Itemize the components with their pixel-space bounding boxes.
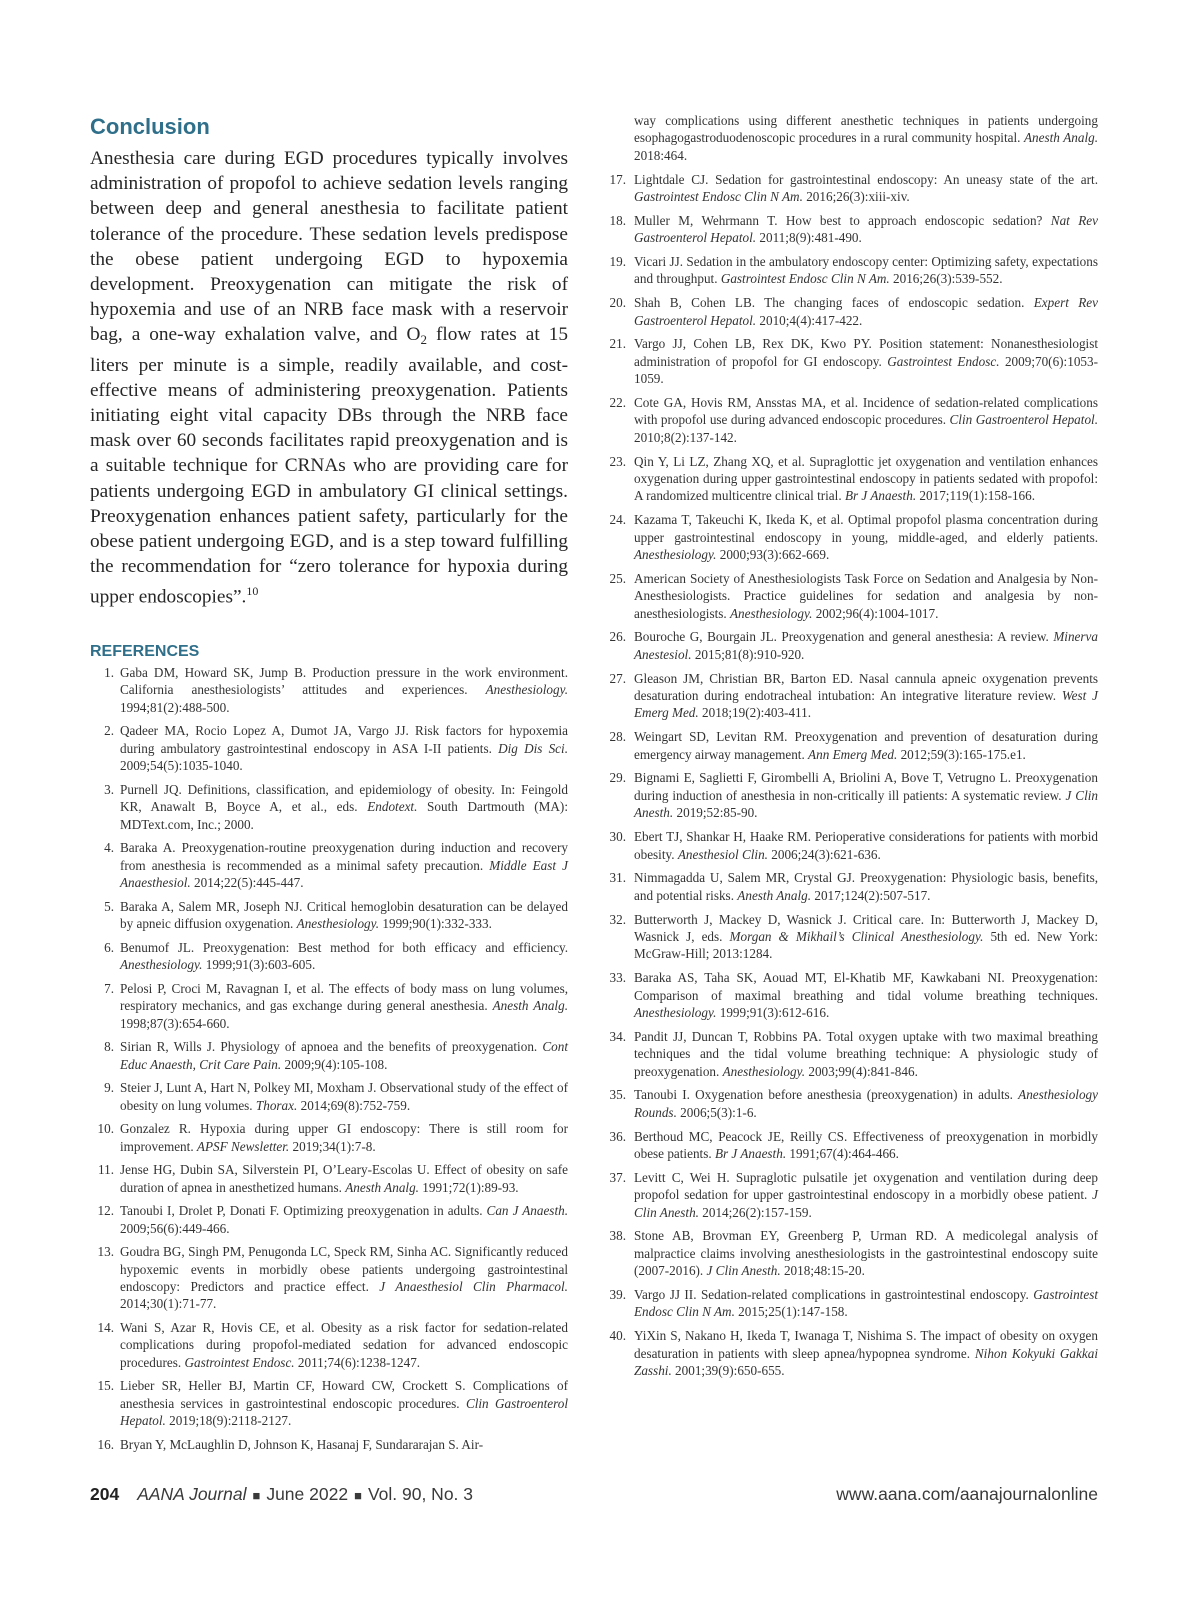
reference-item <box>602 294 1098 329</box>
reference-item <box>602 828 1098 863</box>
ref-journal: Br J Anaesth. <box>714 1145 787 1161</box>
reference-item <box>90 722 568 774</box>
ref-text: Shah B, Cohen LB. The changing faces of endoscopic sedation. <box>634 295 1034 311</box>
ref-number: 25. <box>609 570 626 586</box>
ref-number: 37. <box>609 1169 626 1185</box>
volume-issue: Vol. 90, No. 3 <box>367 1484 474 1504</box>
ref-number: 39. <box>609 1286 626 1302</box>
ref-text: Berthoud MC, Peacock JE, Reilly CS. Effectiveness of preoxygenation in morbidly obese patients. <box>634 1128 1098 1161</box>
ref-text: Levitt C, Wei H. Supraglotic pulsatile jet oxygenation and ventilation during deep propofol sedation for upper gastrointestinal endoscopy in a morbidly obese patient. <box>634 1169 1098 1203</box>
ref-journal: Dig Dis Sci. <box>498 740 568 756</box>
reference-item <box>602 394 1098 446</box>
ref-number: 35. <box>609 1087 626 1103</box>
ref-details: 2016;26(3):xiii-xiv. <box>802 189 910 205</box>
ref-details: 1998;87(3):654-660. <box>120 1015 230 1031</box>
reference-item <box>90 1202 568 1237</box>
ref-number: 4. <box>104 840 114 856</box>
ref-journal: Gastrointest Endosc Clin N Am. <box>634 1286 1098 1320</box>
citation-superscript: 10 <box>246 584 259 599</box>
ref-text: Steier J, Lunt A, Hart N, Polkey MI, Moxham J. Observational study of the effect of obesity on lung volumes. <box>120 1080 568 1113</box>
reference-item <box>602 1169 1098 1221</box>
ref-number: 2. <box>104 723 114 739</box>
ref-number: 10. <box>97 1121 114 1137</box>
ref-number: 26. <box>609 629 626 645</box>
journal-name: AANA Journal <box>137 1484 247 1504</box>
ref-text: Vicari JJ. Sedation in the ambulatory endoscopy center: Optimizing safety, expectations and throughput. <box>634 254 1098 287</box>
ref-journal: J Clin Anesth. <box>634 787 1098 821</box>
reference-item <box>90 1161 568 1196</box>
reference-item <box>602 869 1098 904</box>
reference-item <box>602 628 1098 663</box>
ref-journal: Br J Anaesth. <box>844 488 917 504</box>
ref-number: 16. <box>97 1436 114 1452</box>
reference-item <box>90 898 568 933</box>
ref-journal: APSF Newsletter. <box>196 1138 290 1154</box>
ref-details: 2009;70(6):1053-1059. <box>634 353 1098 387</box>
ref-number: 33. <box>609 970 626 986</box>
ref-number: 5. <box>104 898 114 914</box>
ref-journal: Anesth Analg. <box>492 998 568 1014</box>
reference-item <box>90 664 568 716</box>
ref-number: 18. <box>609 212 626 228</box>
ref-journal: Anesthesiol Clin. <box>677 846 768 862</box>
ref-details: 2011;74(6):1238-1247. <box>294 1354 421 1370</box>
ref-number: 20. <box>609 295 626 311</box>
ref-journal: Morgan & Mikhail’s Clinical Anesthesiology. <box>729 928 984 944</box>
ref-text: Kazama T, Takeuchi K, Ikeda K, et al. Optimal propofol plasma concentration during upper gastrointestinal endoscopy in young, middle-aged, and elderly patients. <box>634 512 1098 545</box>
separator-square: ■ <box>252 1488 261 1503</box>
reference-item <box>90 1319 568 1371</box>
ref-details: 2018;48:15-20. <box>780 1263 865 1279</box>
ref-journal: Ann Emerg Med. <box>808 746 898 762</box>
ref-text: Tanoubi I, Drolet P, Donati F. Optimizing preoxygenation in adults. <box>120 1203 487 1219</box>
ref-text: Baraka A, Salem MR, Joseph NJ. Critical hemoglobin desaturation can be delayed by apneic diffusion oxygenation. <box>120 898 568 932</box>
ref-details: 1991;72(1):89-93. <box>418 1179 519 1195</box>
ref-details: 2000;93(3):662-669. <box>716 547 830 563</box>
ref-details: 2017;124(2):507-517. <box>811 887 931 903</box>
ref-number: 30. <box>609 829 626 845</box>
ref-journal: Gastrointest Endosc. <box>887 353 1000 369</box>
reference-16-continuation <box>602 112 1098 164</box>
conclusion-paragraph <box>90 146 568 610</box>
ref-number: 31. <box>609 870 626 886</box>
ref-number: 23. <box>609 453 626 469</box>
reference-item <box>90 1079 568 1114</box>
references-list-left <box>90 664 568 1453</box>
ref-journal: J Clin Anesth. <box>706 1263 781 1279</box>
ref-details: 2012;59(3):165-175.e1. <box>897 746 1026 762</box>
ref-journal: Cont Educ Anaesth, Crit Care Pain. <box>120 1039 568 1072</box>
reference-item <box>602 1327 1098 1379</box>
reference-item <box>602 212 1098 247</box>
o2-subscript: 2 <box>420 332 427 348</box>
ref-details: 2003;99(4):841-846. <box>805 1063 918 1079</box>
ref-text: American Society of Anesthesiologists Task Force on Sedation and Analgesia by Non-Anesthesiologists. Practice guidelines for sedation and analgesia by non-anesthesiologists. <box>634 570 1098 621</box>
ref-number: 9. <box>104 1080 114 1096</box>
conclusion-heading: Conclusion <box>90 114 210 139</box>
ref-text: Vargo JJ II. Sedation-related complications in gastrointestinal endoscopy. <box>634 1286 1034 1302</box>
reference-item <box>602 335 1098 387</box>
ref-journal: Anesth Analg. <box>345 1179 419 1195</box>
conclusion-text-part-2: flow rates at 15 liters per minute is a simple, readily available, and cost-effective means of administering preoxygenation. Patients initiating eight vital capacity DBs through the NRB face mask over 60 seconds facilitates rapid preoxygenation and is a suitable technique for CRNAs who are providing care for patients undergoing EGD in ambulatory GI clinical settings. Preoxygenation enhances patient safety, particularly for the obese patient undergoing EGD, and is a step toward fulfilling the recommendation for “zero tolerance for hypoxia during upper endoscopies”. <box>90 324 568 608</box>
ref-number: 34. <box>609 1028 626 1044</box>
ref-journal: Thorax. <box>255 1097 298 1113</box>
ref-text: Qin Y, Li LZ, Zhang XQ, et al. Supraglottic jet oxygenation and ventilation enhances oxygenation during upper gastrointestinal endoscopy in patients sedated with propofol: A randomized multicentre clinical trial. <box>634 453 1098 504</box>
ref-details: 2011;8(9):481-490. <box>756 230 862 246</box>
ref-journal: Anesthesiology. <box>729 605 813 621</box>
ref-text: Gleason JM, Christian BR, Barton ED. Nasal cannula apneic oxygenation prevents desaturation during endotracheal intubation: An integrative literature review. <box>634 670 1098 704</box>
ref-text: Jense HG, Dubin SA, Silverstein PI, O’Leary-Escolas U. Effect of obesity on safe duration of apnea in anesthetized humans. <box>120 1162 568 1195</box>
reference-item <box>602 969 1098 1021</box>
ref-number: 27. <box>609 670 626 686</box>
ref-text: Purnell JQ. Definitions, classification, and epidemiology of obesity. In: Feingold KR, Anawalt B, Boyce A, et al., eds. <box>120 781 568 815</box>
ref-number: 13. <box>97 1244 114 1260</box>
ref-details: 2006;24(3):621-636. <box>767 846 881 862</box>
ref-journal: Anesthesiology. <box>722 1063 806 1079</box>
ref-text: Qadeer MA, Rocio Lopez A, Dumot JA, Vargo JJ. Risk factors for hypoxemia during ambulatory gastrointestinal endoscopy in ASA I-II patients. <box>120 723 568 756</box>
ref-details: 2019;34(1):7-8. <box>289 1138 376 1154</box>
ref-details: 2014;69(8):752-759. <box>297 1097 411 1113</box>
ref-details: 2019;18(9):2118-2127. <box>165 1413 292 1429</box>
ref-details: 2015;25(1):147-158. <box>734 1304 848 1320</box>
ref-text: Sirian R, Wills J. Physiology of apnoea and the benefits of preoxygenation. <box>120 1039 543 1055</box>
ref-journal: Endotext. <box>367 799 418 815</box>
ref-number: 40. <box>609 1328 626 1344</box>
ref-details: 2014;26(2):157-159. <box>698 1204 812 1220</box>
ref-details: 2002;96(4):1004-1017. <box>812 605 939 621</box>
ref-details: 2018;19(2):403-411. <box>698 705 812 721</box>
ref-details: 2009;56(6):449-466. <box>120 1220 230 1236</box>
ref-text: way complications using different anesthetic techniques in patients undergoing esophagogastroduodenoscopic procedures in a rural community hospital. <box>634 113 1098 146</box>
ref-text: Butterworth J, Mackey D, Wasnick J. Critical care. In: Butterworth J, Mackey D, Wasnick J, eds. <box>634 911 1098 944</box>
ref-text: Lieber SR, Heller BJ, Martin CF, Howard CW, Crockett S. Complications of anesthesia services in gastrointestinal endoscopic procedures. <box>120 1378 568 1411</box>
reference-item <box>602 1286 1098 1321</box>
left-column <box>90 112 568 1459</box>
ref-number: 32. <box>609 911 626 927</box>
ref-journal: J Clin Anesth. <box>634 1187 1098 1220</box>
ref-journal: Anesthesiology Rounds. <box>634 1087 1098 1120</box>
right-column <box>602 112 1098 1386</box>
conclusion-text-part-1: Anesthesia care during EGD procedures typically involves administration of propofol to achieve sedation levels ranging between deep and general anesthesia to facilitate patient tolerance of the procedure. These sedation levels predispose the obese patient undergoing EGD to hypoxemia development. Preoxygenation can mitigate the risk of hypoxemia and use of an NRB face mask with a reservoir bag, a one-way exhalation valve, and O <box>90 148 568 346</box>
ref-number: 1. <box>104 665 114 681</box>
ref-text: Weingart SD, Levitan RM. Preoxygenation and prevention of desaturation during emergency airway management. <box>634 729 1098 762</box>
ref-number: 29. <box>609 770 626 786</box>
ref-text: Baraka AS, Taha SK, Aouad MT, El-Khatib MF, Kawkabani NI. Preoxygenation: Comparison of maximal breathing and tidal volume breathing techniques. <box>634 970 1098 1003</box>
ref-text: Gonzalez R. Hypoxia during upper GI endoscopy: There is still room for improvement. <box>120 1121 568 1154</box>
ref-details: 2001;39(9):650-655. <box>671 1362 785 1378</box>
ref-text: Bouroche G, Bourgain JL. Preoxygenation and general anesthesia: A review. <box>634 629 1054 645</box>
ref-number: 17. <box>609 171 626 187</box>
ref-journal: Nat Rev Gastroenterol Hepatol. <box>634 212 1098 246</box>
separator-square: ■ <box>354 1488 362 1503</box>
ref-text: Vargo JJ, Cohen LB, Rex DK, Kwo PY. Position statement: Nonanesthesiologist administration of propofol for GI endoscopy. <box>634 336 1098 369</box>
ref-text: Tanoubi I. Oxygenation before anesthesia (preoxygenation) in adults. <box>634 1087 1019 1103</box>
reference-item <box>90 1243 568 1313</box>
reference-item <box>602 670 1098 722</box>
reference-item <box>90 1120 568 1155</box>
ref-number: 12. <box>97 1203 114 1219</box>
reference-item <box>602 570 1098 622</box>
ref-number: 6. <box>104 939 114 955</box>
ref-journal: Anesthesiology. <box>485 682 568 698</box>
page-number: 204 <box>90 1484 120 1504</box>
ref-details: South Dartmouth (MA): MDText.com, Inc.; 2000. <box>120 799 568 832</box>
ref-details: 1999;90(1):332-333. <box>379 916 492 932</box>
reference-item <box>90 1038 568 1073</box>
reference-item <box>90 839 568 891</box>
ref-details: 1999;91(3):612-616. <box>716 1004 830 1020</box>
issue-date: June 2022 <box>266 1484 349 1504</box>
ref-number: 11. <box>98 1162 114 1178</box>
reference-item <box>90 1377 568 1429</box>
ref-text: Bryan Y, McLaughlin D, Johnson K, Hasanaj F, Sundararajan S. Air- <box>120 1436 484 1452</box>
reference-item <box>602 1086 1098 1121</box>
journal-url-link[interactable]: www.aana.com/aanajournalonline <box>836 1484 1098 1504</box>
reference-item <box>602 171 1098 206</box>
references-heading: REFERENCES <box>90 643 200 661</box>
ref-journal: Gastrointest Endosc. <box>184 1354 295 1370</box>
reference-item <box>602 728 1098 763</box>
ref-details: 2010;4(4):417-422. <box>756 312 863 328</box>
ref-number: 14. <box>97 1319 114 1335</box>
ref-journal: J Anaesthesiol Clin Pharmacol. <box>379 1278 568 1294</box>
ref-journal: Gastrointest Endosc Clin N Am. <box>720 271 890 287</box>
reference-item <box>602 1128 1098 1163</box>
ref-journal: Nihon Kokyuki Gakkai Zasshi. <box>634 1345 1098 1378</box>
ref-details: 2018:464. <box>634 147 688 163</box>
ref-journal: West J Emerg Med. <box>634 688 1099 721</box>
reference-item <box>602 453 1098 505</box>
ref-journal: Anesthesiology. <box>634 1004 717 1020</box>
ref-journal: Middle East J Anaesthesiol. <box>120 857 568 891</box>
reference-item <box>90 980 568 1032</box>
reference-item <box>602 1028 1098 1080</box>
reference-item <box>602 253 1098 288</box>
ref-text: Gaba DM, Howard SK, Jump B. Production pressure in the work environment. California anesthesiologists’ attitudes and experiences. <box>120 665 568 698</box>
ref-text: Lightdale CJ. Sedation for gastrointestinal endoscopy: An uneasy state of the art. <box>634 171 1098 187</box>
ref-details: 1999;91(3):603-605. <box>202 957 316 973</box>
ref-number: 15. <box>97 1378 114 1394</box>
ref-number: 22. <box>609 395 626 411</box>
reference-item <box>602 769 1098 821</box>
ref-details: 2014;30(1):71-77. <box>120 1296 217 1312</box>
ref-details: 2009;9(4):105-108. <box>281 1056 388 1072</box>
ref-journal: Anesthesiology. <box>120 957 203 973</box>
ref-number: 19. <box>609 254 626 270</box>
ref-journal: Clin Gastroenterol Hepatol. <box>120 1395 568 1429</box>
ref-text: Stone AB, Brovman EY, Greenberg P, Urman RD. A medicolegal analysis of malpractice claims involving anesthesiologists in the gastrointestinal endoscopy suite (2007-2016). <box>634 1228 1098 1279</box>
reference-item <box>602 911 1098 963</box>
ref-number: 7. <box>104 980 114 996</box>
reference-item <box>90 781 568 833</box>
ref-text: Muller M, Wehrmann T. How best to approach endoscopic sedation? <box>634 212 1051 228</box>
ref-journal: Anesthesiology. <box>296 916 380 932</box>
reference-item <box>602 511 1098 563</box>
references-list-right <box>602 171 1098 1380</box>
ref-text: Pelosi P, Croci M, Ravagnan I, et al. The effects of body mass on lung volumes, respiratory mechanics, and gas exchange during general anesthesia. <box>120 980 568 1014</box>
ref-text: Bignami E, Saglietti F, Girombelli A, Briolini A, Bove T, Vetrugno L. Preoxygenation during induction of anesthesia in non-critically ill patients: A systematic review. <box>634 770 1098 803</box>
ref-journal: Gastrointest Endosc Clin N Am. <box>634 189 803 205</box>
ref-text: Goudra BG, Singh PM, Penugonda LC, Speck RM, Sinha AC. Significantly reduced hypoxemic events in morbidly obese patients undergoing gastrointestinal endoscopy: Predictors and practice effect. <box>120 1244 568 1294</box>
ref-journal: Expert Rev Gastroenterol Hepatol. <box>634 295 1098 328</box>
ref-journal: Clin Gastroenterol Hepatol. <box>949 412 1098 428</box>
ref-text: Benumof JL. Preoxygenation: Best method for both efficacy and efficiency. <box>120 939 568 955</box>
ref-number: 8. <box>104 1039 114 1055</box>
ref-details: 2019;52:85-90. <box>673 805 758 821</box>
reference-item <box>602 1227 1098 1279</box>
ref-details: 2010;8(2):137-142. <box>634 429 737 445</box>
ref-details: 5th ed. New York: McGraw-Hill; 2013:1284. <box>634 928 1098 962</box>
ref-details: 2006;5(3):1-6. <box>676 1104 757 1120</box>
ref-text: Pandit JJ, Duncan T, Robbins PA. Total oxygen uptake with two maximal breathing techniques and the tidal volume breathing technique: A physiologic study of preoxygenation. <box>634 1028 1098 1079</box>
ref-number: 28. <box>609 729 626 745</box>
page-footer <box>90 1484 1098 1508</box>
ref-details: 2014;22(5):445-447. <box>190 875 304 891</box>
ref-text: Cote GA, Hovis RM, Ansstas MA, et al. Incidence of sedation-related complications with propofol use during advanced endoscopic procedures. <box>634 395 1098 428</box>
reference-item <box>90 939 568 974</box>
ref-details: 1991;67(4):464-466. <box>786 1145 899 1161</box>
ref-details: 2009;54(5):1035-1040. <box>120 758 243 774</box>
ref-details: 2016;26(3):539-552. <box>889 271 1003 287</box>
ref-text: Nimmagadda U, Salem MR, Crystal GJ. Preoxygenation: Physiologic basis, benefits, and potential risks. <box>634 870 1098 903</box>
reference-item <box>90 1436 568 1453</box>
ref-text: YiXin S, Nakano H, Ikeda T, Iwanaga T, Nishima S. The impact of obesity on oxygen desaturation in patients with sleep apnea/hypopnea syndrome. <box>634 1328 1098 1361</box>
ref-details: 2015;81(8):910-920. <box>691 646 805 662</box>
ref-number: 3. <box>104 781 114 797</box>
ref-journal: Can J Anaesth. <box>486 1203 568 1219</box>
ref-text: Ebert TJ, Shankar H, Haake RM. Perioperative considerations for patients with morbid obesity. <box>634 829 1098 862</box>
ref-text: Baraka A. Preoxygenation-routine preoxygenation during induction and recovery from anesthesia is recommended as a minimal safety precaution. <box>120 840 568 873</box>
ref-journal: Anesth Analg. <box>1024 130 1099 146</box>
ref-text: Wani S, Azar R, Hovis CE, et al. Obesity as a risk factor for sedation-related complications during propofol-mediated sedation for advanced endoscopic procedures. <box>120 1319 568 1370</box>
ref-number: 21. <box>609 336 626 352</box>
ref-number: 36. <box>609 1128 626 1144</box>
ref-journal: Anesthesiology. <box>634 547 717 563</box>
ref-journal: Anesth Analg. <box>737 887 812 903</box>
ref-journal: Minerva Anestesiol. <box>634 629 1098 662</box>
ref-number: 24. <box>609 512 626 528</box>
ref-number: 38. <box>609 1228 626 1244</box>
ref-details: 1994;81(2):488-500. <box>120 699 230 715</box>
ref-details: 2017;119(1):158-166. <box>916 488 1036 504</box>
